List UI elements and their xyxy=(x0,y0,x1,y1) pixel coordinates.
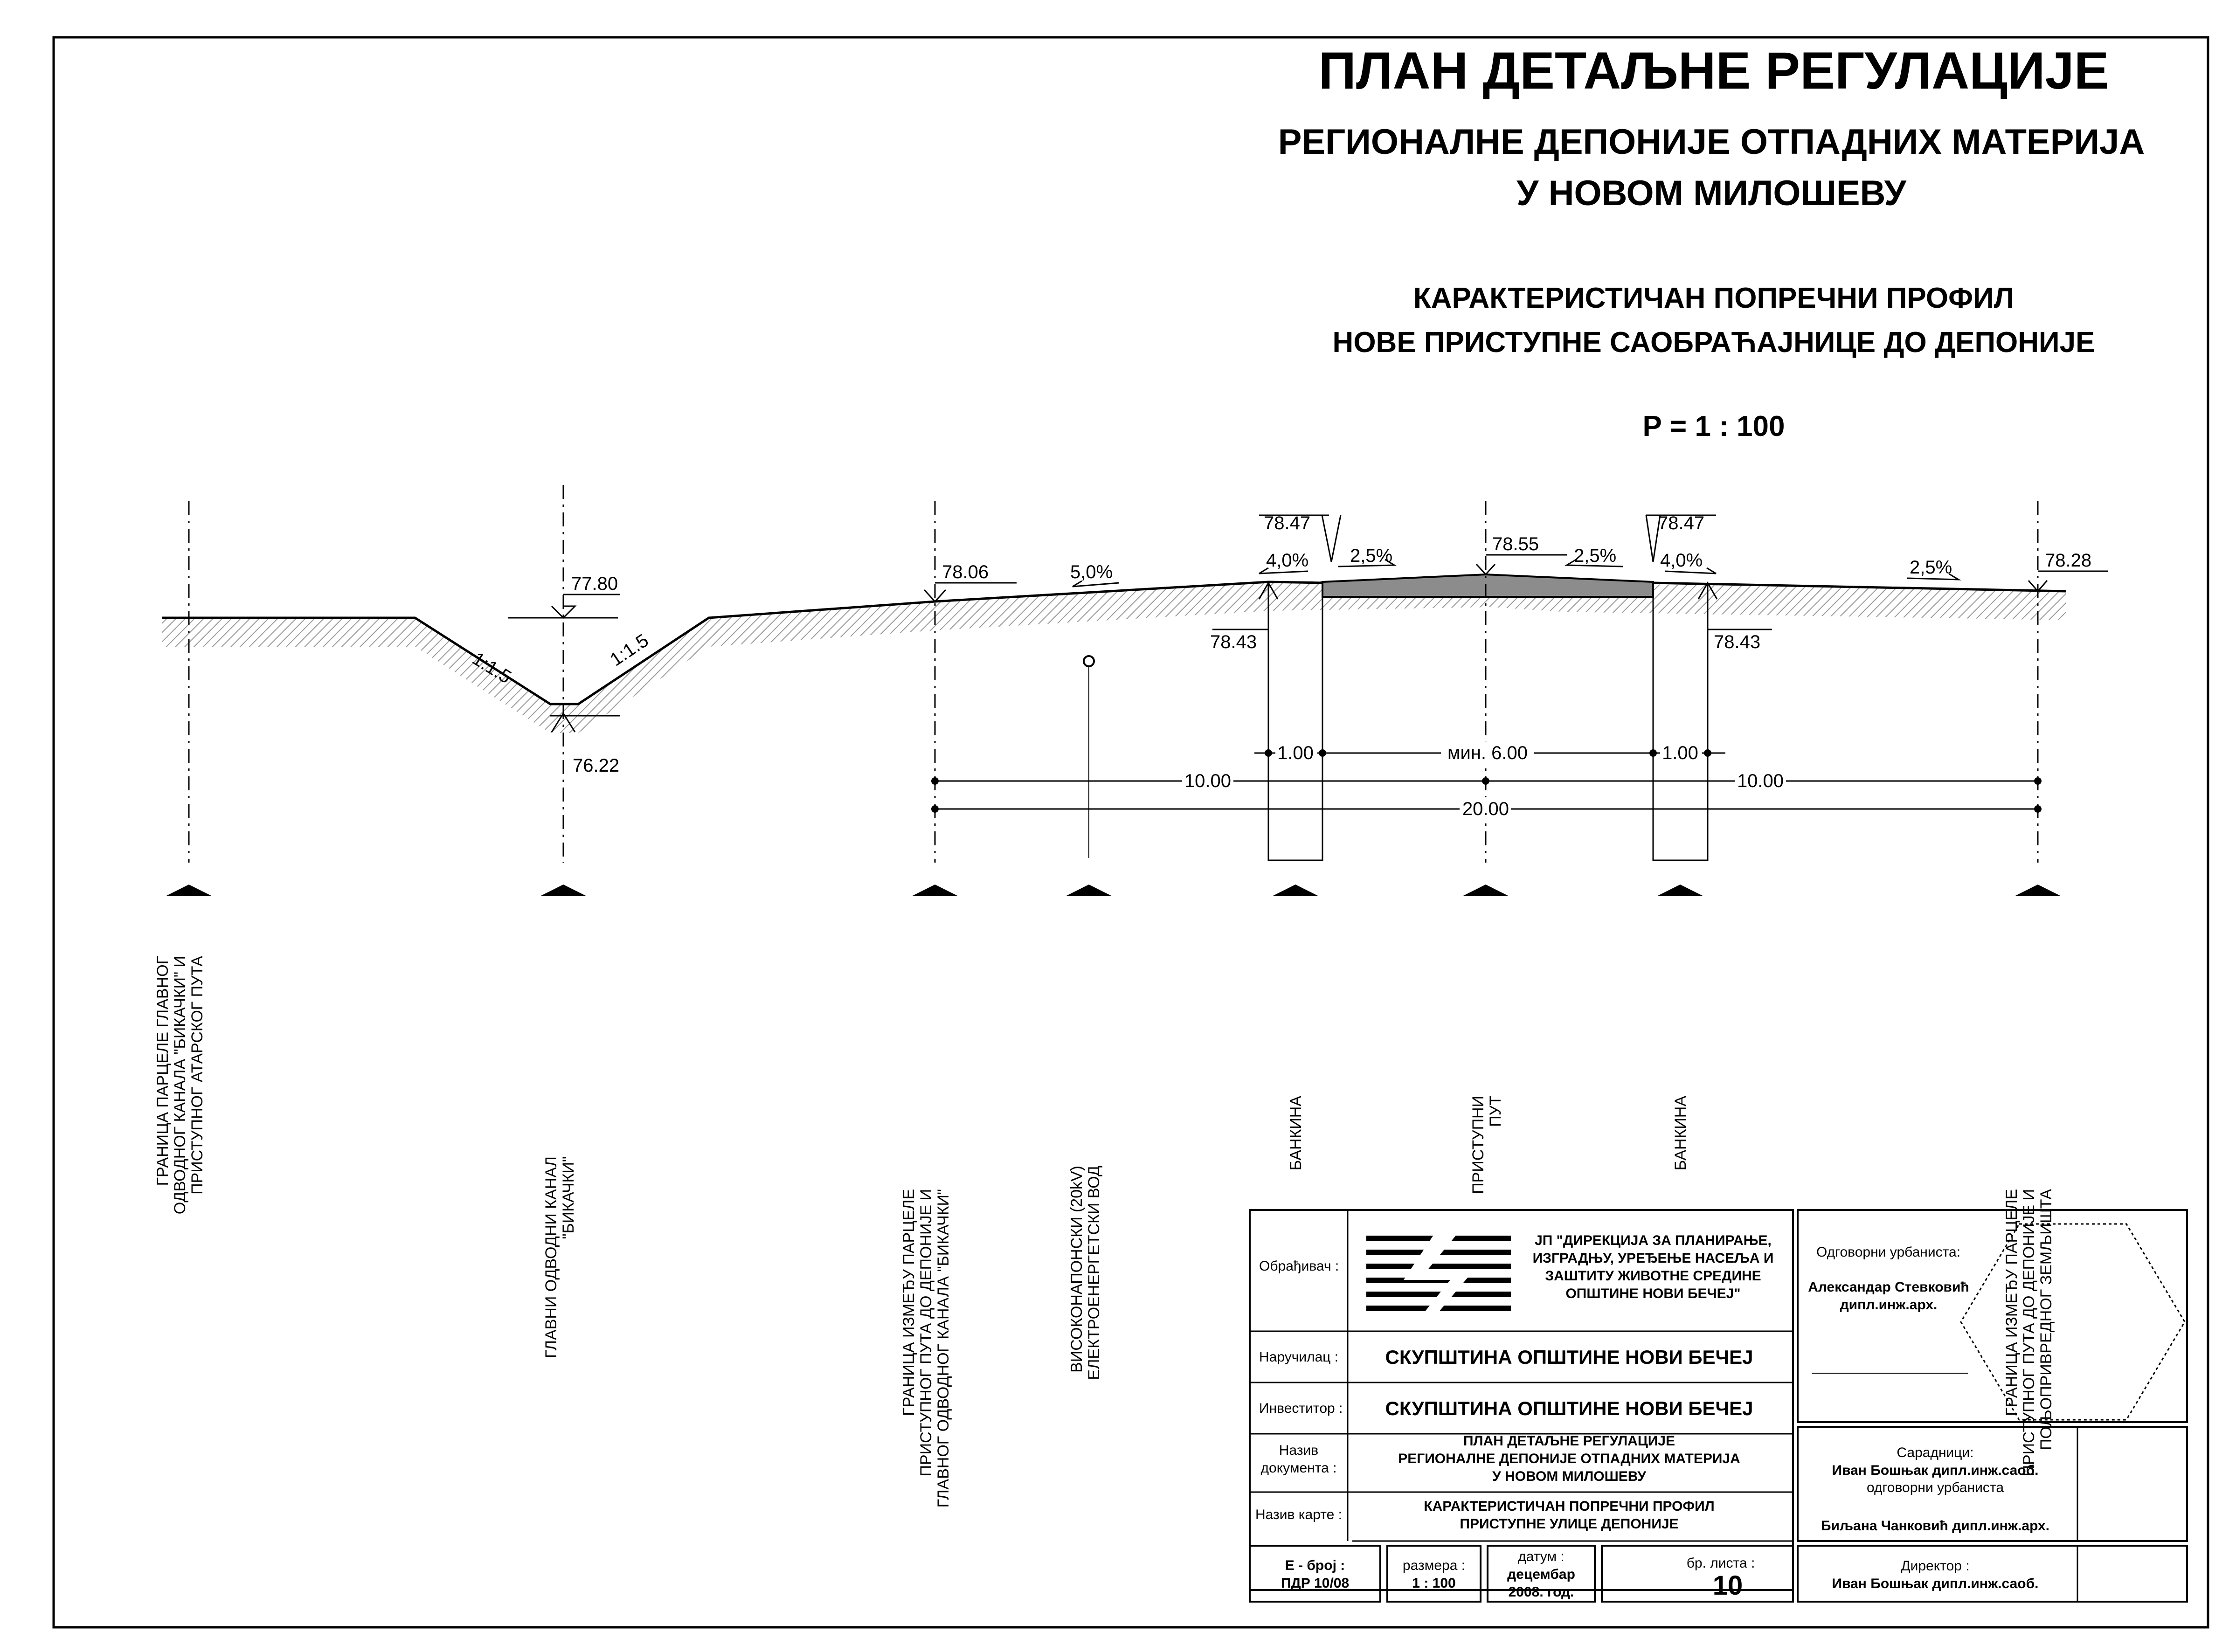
svg-text:ГРАНИЦА ИЗМЕЂУ ПАРЦЕЛЕ: ГРАНИЦА ИЗМЕЂУ ПАРЦЕЛЕ xyxy=(2003,1189,2021,1416)
slope-canal-right: 1:1.5 xyxy=(606,630,652,670)
svg-text:ГЛАВНИ ОДВОДНИ КАНАЛ: ГЛАВНИ ОДВОДНИ КАНАЛ xyxy=(542,1156,560,1358)
svg-text:ГРАНИЦА ИЗМЕЂУ ПАРЦЕЛЕ: ГРАНИЦА ИЗМЕЂУ ПАРЦЕЛЕ xyxy=(900,1189,918,1416)
dim-shoulder-right: 1.00 xyxy=(1662,743,1698,763)
legend-item-parcel-right xyxy=(2003,1189,2055,1477)
associate-1-role: одговорни урбаниста xyxy=(1866,1480,2004,1495)
marker-triangle xyxy=(166,885,212,896)
ebroj-label: Е - број : xyxy=(1285,1558,1345,1573)
docname-label-1: Назив xyxy=(1279,1443,1319,1458)
power-line-icon xyxy=(1084,656,1094,666)
svg-text:"БИКАЧКИ": "БИКАЧКИ" xyxy=(560,1156,577,1239)
organization-logo xyxy=(1366,1231,1511,1315)
marker-triangle xyxy=(1272,885,1319,896)
seal-placeholder xyxy=(1961,1224,2185,1420)
date-label: датум : xyxy=(1518,1549,1565,1564)
sheet-border xyxy=(54,37,2208,1627)
section-title-1: КАРАКТЕРИСТИЧАН ПОПРЕЧНИ ПРОФИЛ xyxy=(1413,282,2014,314)
svg-text:ПРИСТУПНИ: ПРИСТУПНИ xyxy=(1469,1096,1487,1194)
elev-shoulder-left-bottom: 78.43 xyxy=(1210,632,1257,652)
docname-label-2: документа : xyxy=(1260,1460,1337,1476)
legend-item-road xyxy=(1469,1096,1504,1194)
scale-value: 1 : 100 xyxy=(1412,1576,1456,1591)
marker-triangle xyxy=(1657,885,1703,896)
legend-markers xyxy=(166,885,2061,896)
sheet-label: бр. листа : xyxy=(1686,1555,1755,1571)
slope-road-left: 2,5% xyxy=(1350,546,1393,566)
marker-triangle xyxy=(1462,885,1509,896)
dim-shoulder-left: 1.00 xyxy=(1277,743,1314,763)
svg-text:ПОЉОПРИВРЕДНОГ ЗЕМЉИШТА: ПОЉОПРИВРЕДНОГ ЗЕМЉИШТА xyxy=(2037,1189,2055,1451)
client-value: СКУПШТИНА ОПШТИНЕ НОВИ БЕЧЕЈ xyxy=(1385,1346,1753,1368)
client-label: Наручилац : xyxy=(1259,1349,1339,1365)
legend-item-canal xyxy=(542,1156,577,1358)
processor-line-1: ЈП "ДИРЕКЦИЈА ЗА ПЛАНИРАЊЕ, xyxy=(1535,1233,1772,1248)
dim-half-left: 10.00 xyxy=(1184,771,1232,791)
svg-text:ПРИСТУПНОГ ПУТА ДО ДЕПОНИЈЕ И: ПРИСТУПНОГ ПУТА ДО ДЕПОНИЈЕ И xyxy=(917,1189,935,1477)
slope-shoulder-left: 4,0% xyxy=(1266,550,1309,571)
slope-road-right: 2,5% xyxy=(1574,546,1617,566)
header xyxy=(1278,41,2145,442)
elevation-labels xyxy=(571,513,2091,776)
svg-text:ПРИСТУПНОГ ПУТА ДО ДЕПОНИЈЕ И: ПРИСТУПНОГ ПУТА ДО ДЕПОНИЈЕ И xyxy=(2020,1189,2038,1477)
mapname-line-1: КАРАКТЕРИСТИЧАН ПОПРЕЧНИ ПРОФИЛ xyxy=(1424,1499,1715,1514)
legend-item-power-line xyxy=(1068,1166,1103,1380)
legend-item-shoulder-right xyxy=(1672,1096,1689,1171)
section-title-2: НОВЕ ПРИСТУПНЕ САОБРАЋАЈНИЦЕ ДО ДЕПОНИЈЕ xyxy=(1332,326,2095,359)
elev-shoulder-right-bottom: 78.43 xyxy=(1714,632,1761,652)
svg-text:БАНКИНА: БАНКИНА xyxy=(1672,1096,1689,1171)
docname-line-3: У НОВОМ МИЛОШЕВУ xyxy=(1492,1469,1646,1484)
mapname-line-2: ПРИСТУПНЕ УЛИЦЕ ДЕПОНИЈЕ xyxy=(1460,1516,1679,1532)
legend-item-parcel-canal xyxy=(154,956,206,1215)
elev-shoulder-right-top: 78.47 xyxy=(1658,513,1705,533)
docname-line-2: РЕГИОНАЛНЕ ДЕПОНИЈЕ ОТПАДНИХ МАТЕРИЈА xyxy=(1398,1451,1740,1466)
svg-text:ГЛАВНОГ ОДВОДНОГ КАНАЛА "БИКАЧ: ГЛАВНОГ ОДВОДНОГ КАНАЛА "БИКАЧКИ" xyxy=(935,1189,952,1508)
director-name: Иван Бошњак дипл.инж.саоб. xyxy=(1832,1576,2039,1591)
marker-triangle xyxy=(912,885,958,896)
ground-hatch xyxy=(162,578,2066,733)
marker-triangle xyxy=(2014,885,2061,896)
elev-parcel-right: 78.28 xyxy=(2045,550,2092,571)
urbanist-name: Александар Стевковић xyxy=(1808,1279,1969,1295)
dim-total: 20.00 xyxy=(1462,799,1509,819)
slope-canal-left: 1:1.5 xyxy=(469,648,515,688)
slope-labels xyxy=(469,546,1952,688)
mapname-label: Назив карте : xyxy=(1255,1507,1343,1522)
investor-label: Инвеститор : xyxy=(1259,1401,1343,1416)
svg-text:ВИСОКОНАПОНСКИ (20kV): ВИСОКОНАПОНСКИ (20kV) xyxy=(1068,1166,1086,1373)
processor-line-3: ЗАШТИТУ ЖИВОТНЕ СРЕДИНЕ xyxy=(1545,1268,1761,1284)
elev-shoulder-left-top: 78.47 xyxy=(1264,513,1311,533)
shoulder-left-line xyxy=(1268,582,1322,583)
legend-labels xyxy=(154,956,2055,1508)
legend-item-shoulder-left xyxy=(1287,1096,1305,1171)
svg-text:ПУТ: ПУТ xyxy=(1487,1096,1504,1127)
slope-shoulder-right: 4,0% xyxy=(1660,550,1703,571)
processor-line-2: ИЗГРАДЊУ, УРЕЂЕЊЕ НАСЕЉА И xyxy=(1532,1251,1774,1266)
svg-text:ПРИСТУПНОГ АТАРСКОГ ПУТА: ПРИСТУПНОГ АТАРСКОГ ПУТА xyxy=(188,956,206,1195)
dim-road-width: мин. 6.00 xyxy=(1447,743,1528,763)
director-label: Директор : xyxy=(1901,1558,1970,1574)
plan-subtitle-2: У НОВОМ МИЛОШЕВУ xyxy=(1516,173,1906,213)
elev-road-axis: 78.55 xyxy=(1492,534,1539,554)
marker-triangle xyxy=(540,885,587,896)
elev-canal-bottom: 76.22 xyxy=(573,755,620,776)
urbanist-label: Одговорни урбаниста: xyxy=(1816,1244,1961,1260)
dim-half-right: 10.00 xyxy=(1737,771,1784,791)
svg-text:БАНКИНА: БАНКИНА xyxy=(1287,1096,1305,1171)
urbanist-title: дипл.инж.арх. xyxy=(1840,1297,1938,1313)
investor-value: СКУПШТИНА ОПШТИНЕ НОВИ БЕЧЕЈ xyxy=(1385,1397,1753,1419)
docname-line-1: ПЛАН ДЕТАЉНЕ РЕГУЛАЦИЈЕ xyxy=(1463,1433,1675,1449)
elev-canal-top: 77.80 xyxy=(571,574,618,594)
svg-text:ОДВОДНОГ КАНАЛА "БИКАЧКИ" И: ОДВОДНОГ КАНАЛА "БИКАЧКИ" И xyxy=(171,956,189,1215)
associates-label: Сарадници: xyxy=(1897,1445,1974,1460)
date-value-1: децембар xyxy=(1507,1567,1575,1582)
legend-item-parcel-left xyxy=(900,1189,952,1507)
ebroj-value: ПДР 10/08 xyxy=(1281,1576,1350,1591)
slope-terrain-left: 5,0% xyxy=(1070,562,1113,582)
elev-parcel-left: 78.06 xyxy=(942,562,989,582)
associate-2: Биљана Чанковић дипл.инж.арх. xyxy=(1821,1518,2050,1534)
road-pavement xyxy=(1322,574,1653,597)
plan-subtitle-1: РЕГИОНАЛНЕ ДЕПОНИЈЕ ОТПАДНИХ МАТЕРИЈА xyxy=(1278,122,2145,162)
processor-line-4: ОПШТИНЕ НОВИ БЕЧЕЈ" xyxy=(1565,1286,1741,1301)
slope-terrain-right: 2,5% xyxy=(1910,557,1952,578)
svg-text:ЕЛЕКТРОЕНЕРГЕТСКИ ВОД: ЕЛЕКТРОЕНЕРГЕТСКИ ВОД xyxy=(1085,1166,1103,1380)
date-value-2: 2008. год. xyxy=(1508,1584,1574,1600)
drawing-scale: Р = 1 : 100 xyxy=(1642,410,1785,442)
plan-title: ПЛАН ДЕТАЉНЕ РЕГУЛАЦИЈЕ xyxy=(1318,41,2109,100)
processor-label: Обрађивач : xyxy=(1259,1258,1339,1274)
associate-1: Иван Бошњак дипл.инж.саоб. xyxy=(1832,1463,2039,1478)
sheet-number: 10 xyxy=(1712,1570,1743,1601)
scale-label: размера : xyxy=(1402,1558,1466,1573)
svg-text:ГРАНИЦА ПАРЦЕЛЕ ГЛАВНОГ: ГРАНИЦА ПАРЦЕЛЕ ГЛАВНОГ xyxy=(154,956,172,1186)
cross-section-profile xyxy=(162,485,2108,896)
marker-triangle xyxy=(1066,885,1112,896)
